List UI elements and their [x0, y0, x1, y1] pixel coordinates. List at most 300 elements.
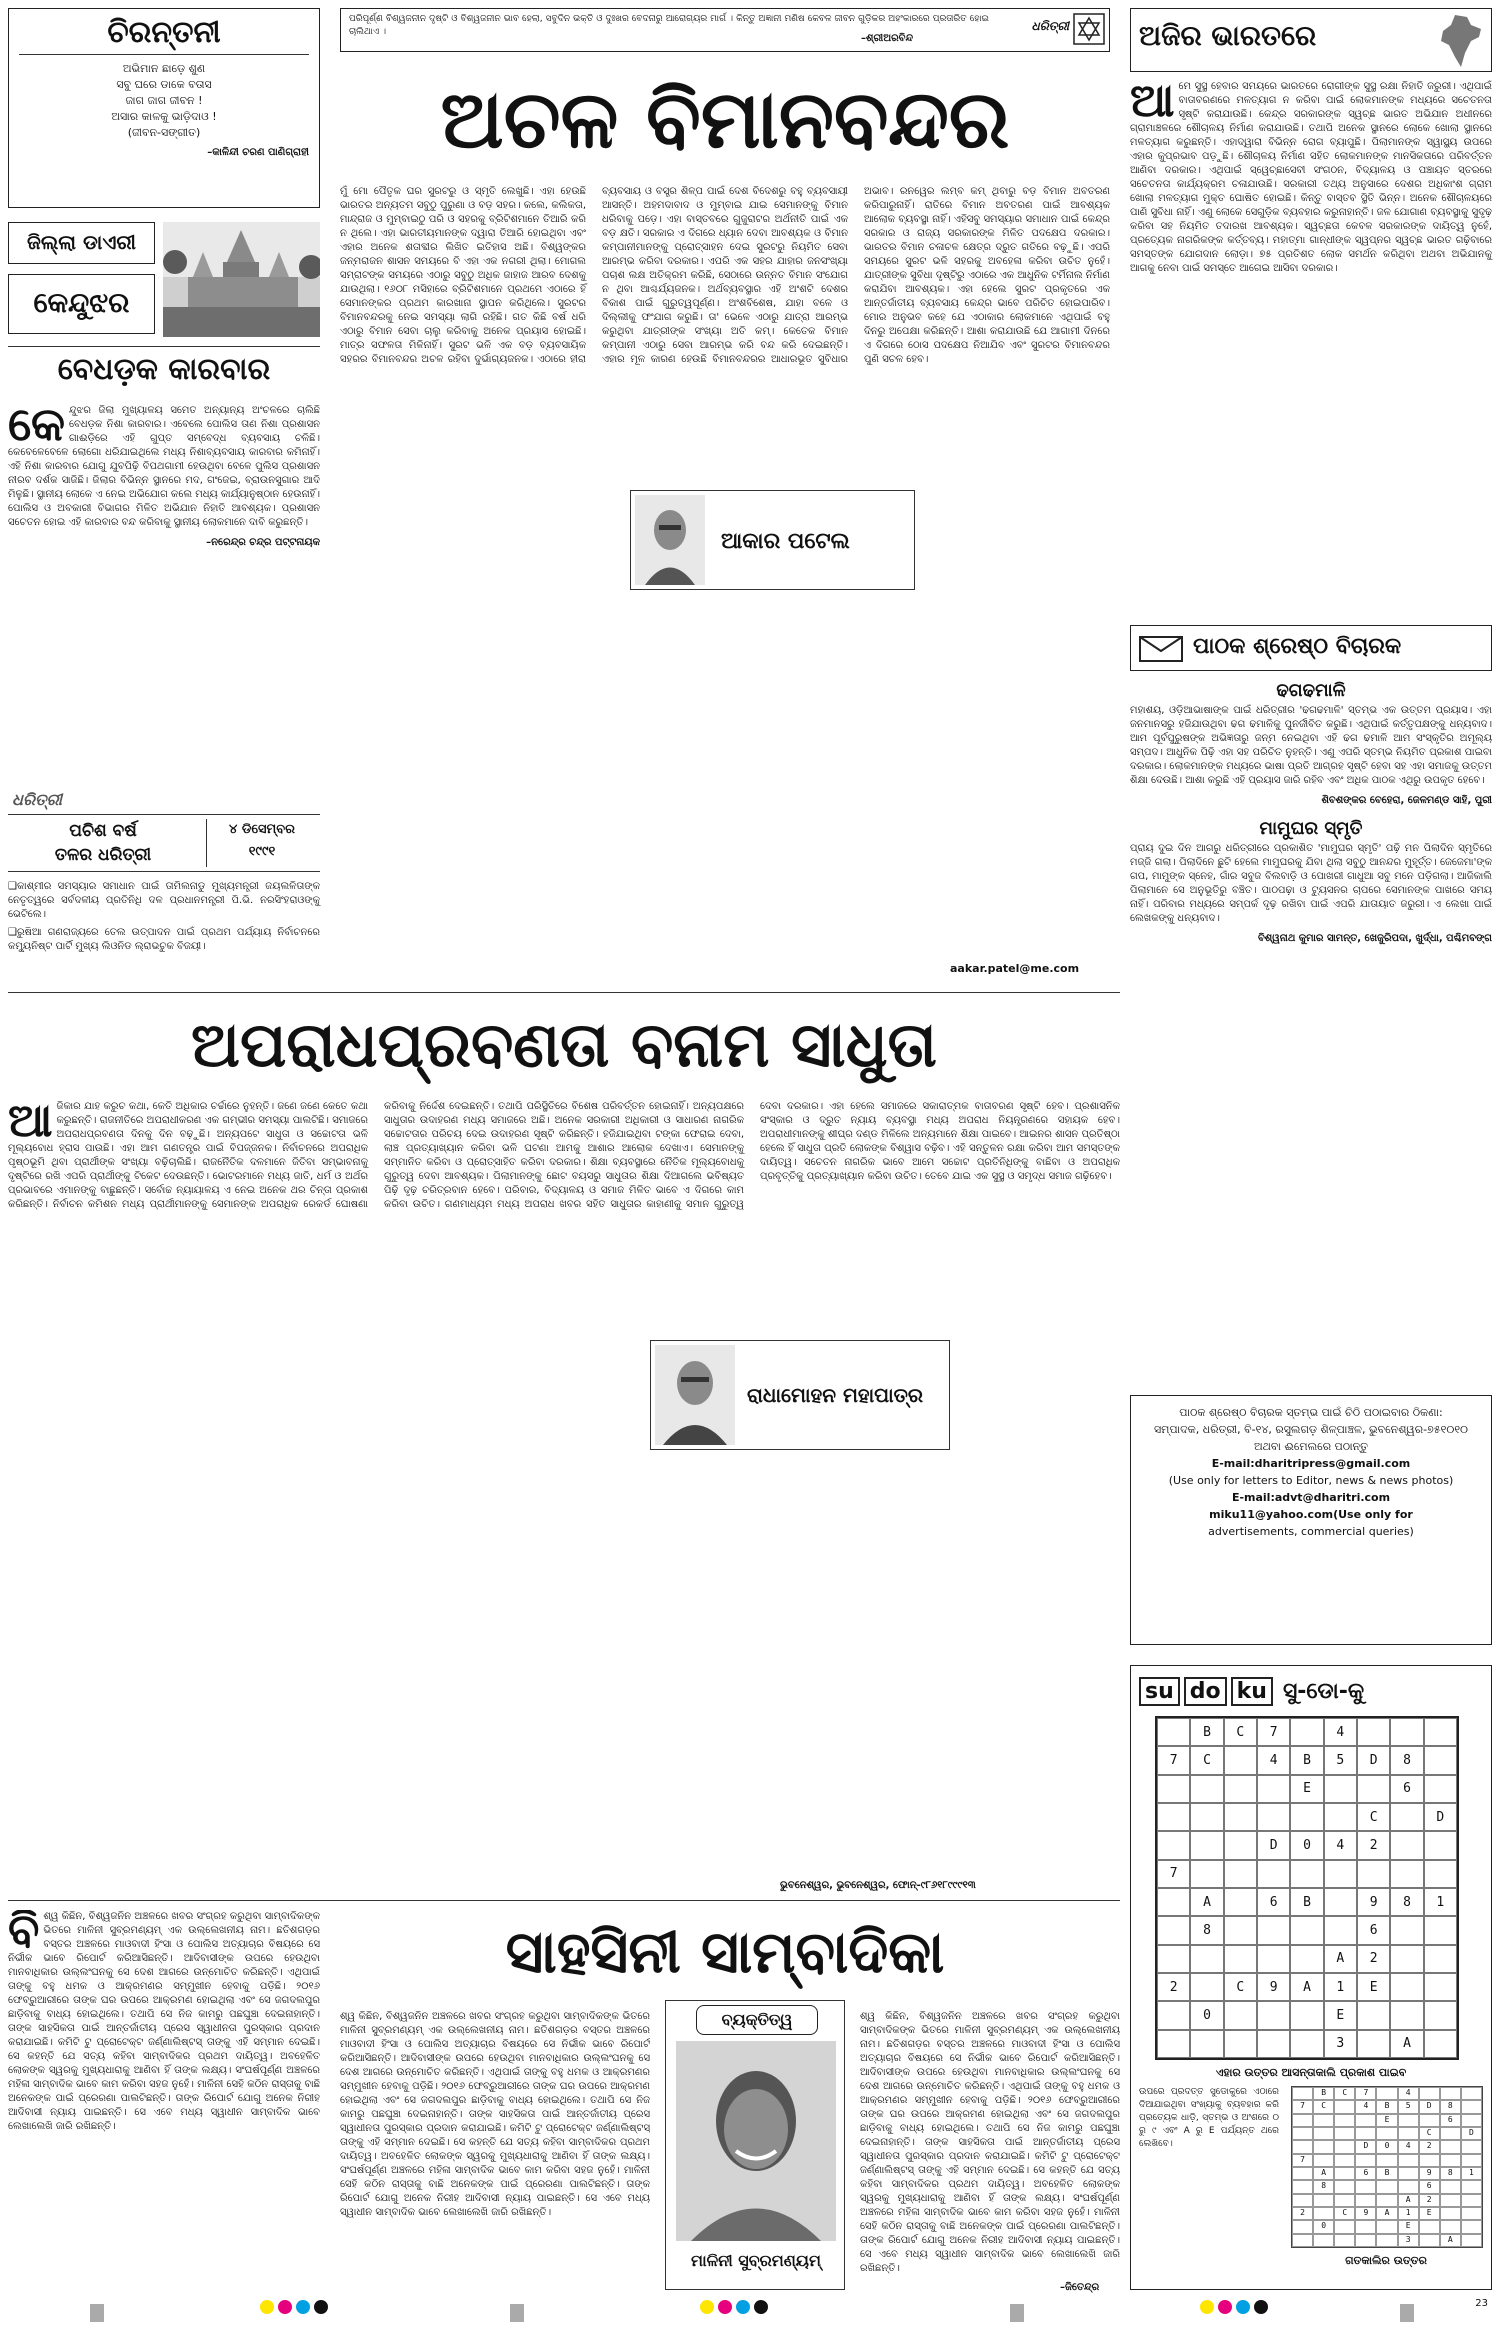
sudoku-cell[interactable]: 4 — [1257, 1746, 1290, 1774]
sudoku-cell[interactable] — [1290, 1945, 1323, 1973]
sahasini-headline: ସାହସିନୀ ସାମ୍ବାଦିକା — [505, 1918, 945, 1986]
apradh-author: ରାଧାମୋହନ ମହାପାତ୍ର — [747, 1383, 924, 1407]
sudoku-cell[interactable] — [1257, 1803, 1290, 1831]
sudoku-cell[interactable] — [1157, 1718, 1190, 1746]
print-mark — [1236, 2300, 1250, 2314]
answer-cell — [1355, 2220, 1376, 2233]
district-name-box — [8, 274, 155, 334]
answer-cell: A — [1440, 2234, 1461, 2247]
chirantani-poem: ଅଭିମାନ ଛାଡ଼େ ଶୁଣ ସବୁ ଘରେ ଡାକେ ବତାସ ଜାଗ ଜାଗ ଜୀବନ ! ଅସାର କାଳକୁ ଭାଡ଼ିଦାଓ ! (ଜୀବନ-ସଙ୍ଗୀତ) — [111, 62, 217, 139]
sahasini-tag: ବ୍ୟକ୍ତିତ୍ୱ — [696, 2005, 818, 2035]
sudoku-cell[interactable] — [1357, 2001, 1390, 2029]
sudoku-cell[interactable]: 9 — [1257, 1973, 1290, 2001]
sudoku-cell[interactable] — [1357, 1860, 1390, 1888]
sudoku-cell[interactable] — [1424, 1718, 1457, 1746]
temple-photo — [163, 222, 320, 337]
answer-cell: 6 — [1419, 2180, 1440, 2193]
letter2-title: ମାମୁଘର ସ୍ମୃତି — [1259, 818, 1363, 839]
sudoku-cell[interactable] — [1390, 1718, 1423, 1746]
contact-email-3[interactable]: miku11@yahoo.com(Use only for — [1209, 1508, 1413, 1521]
sudoku-cell[interactable] — [1190, 1831, 1223, 1859]
sudoku-cell[interactable]: 4 — [1324, 1718, 1357, 1746]
sudoku-cell[interactable] — [1424, 1916, 1457, 1944]
print-mark — [510, 2304, 524, 2322]
sudoku-cell[interactable]: 2 — [1357, 1831, 1390, 1859]
sudoku-cell[interactable]: 5 — [1324, 1746, 1357, 1774]
sudoku-cell[interactable] — [1157, 1916, 1190, 1944]
answer-cell — [1440, 2220, 1461, 2233]
answer-cell — [1419, 2220, 1440, 2233]
answer-cell — [1461, 2114, 1482, 2127]
sudoku-cell[interactable]: E — [1357, 1973, 1390, 2001]
answer-cell: 1 — [1398, 2207, 1419, 2220]
answer-cell — [1398, 2180, 1419, 2193]
ajira-dropcap: ଆ — [1130, 73, 1175, 127]
contact-box — [1130, 1395, 1492, 1645]
sudoku-cell[interactable]: 0 — [1190, 2001, 1223, 2029]
print-mark — [736, 2300, 750, 2314]
ajira-body-text: ମେ ସୁସ୍ଥ ହେବାର ସମୟରେ ଭାରତରେ ରୋଗୀଙ୍କ ସୁସ୍ଥ ରକ୍ଷା ନିହାତି ଜରୁରୀ। ଏଥିପାଇଁ ବାତାବରଣରେ ମଳତ୍ୟାଗ ନ କରିବା ପାଇଁ ଲୋକମାନଙ୍କ ମଧ୍ୟରେ ସଚେତନତା ସୃଷ୍ଟି କରାଯାଉଛି। କେନ୍ଦ୍ର ସରକାରଙ୍କ ସ୍ୱଚ୍ଛ ଭାରତ ଅଭିଯାନ ଅଧୀନରେ ଗ୍ରାମାଞ୍ଚଳରେ ଶୌଚାଳୟ ନିର୍ମାଣ କରାଯାଉଛି। ତଥାପି ଅନେକ ସ୍ଥାନରେ ଲୋକେ ଖୋଲା ସ୍ଥାନରେ ମଳତ୍ୟାଗ କରୁଛନ୍ତି। ଏହାଦ୍ୱାରା ବିଭିନ୍ନ ରୋଗ ବ୍ୟାପୁଛି। ପିଲାମାନଙ୍କ ସ୍ୱାସ୍ଥ୍ୟ ଉପରେ ଏହାର କୁପ୍ରଭାବ ପଡ଼ୁଛି। ଶୌଚାଳୟ ନିର୍ମାଣ ସହିତ ଲୋକମାନଙ୍କ ମାନସିକତାରେ ପରିବର୍ତ୍ତନ ଆଣିବା ଦରକାର। ଏଥିପାଇଁ ସ୍ୱେଚ୍ଛାସେବୀ ସଂଗଠନ, ବିଦ୍ୟାଳୟ ଓ ପଞ୍ଚାୟତ ସ୍ତରରେ ସଚେତନତା କାର୍ଯ୍ୟକ୍ରମ ଚଳାଯାଉଛି। ସରକାରୀ ତଥ୍ୟ ଅନୁସାରେ ଦେଶର ଅଧିକାଂଶ ଗ୍ରାମ ଖୋଲା ମଳତ୍ୟାଗ ମୁକ୍ତ ଘୋଷିତ ହୋଇଛି। କିନ୍ତୁ ବାସ୍ତବ ସ୍ଥିତି ଭିନ୍ନ। ଅନେକ ଶୌଚାଳୟରେ ପାଣି ସୁବିଧା ନାହିଁ। ଏଣୁ ଲୋକେ ସେଗୁଡ଼ିକ ବ୍ୟବହାର କରୁନାହାନ୍ତି। ଜଳ ଯୋଗାଣ ବ୍ୟବସ୍ଥାକୁ ସୁଦୃଢ଼ କରିବା ସହ ନିୟମିତ ତଦାରଖ ଆବଶ୍ୟକ। ସ୍ୱଚ୍ଛତା କେବଳ ସରକାରଙ୍କ ଦାୟିତ୍ୱ ନୁହେଁ, ପ୍ରତ୍ୟେକ ନାଗରିକଙ୍କ କର୍ତ୍ତବ୍ୟ। ମହାତ୍ମା ଗାନ୍ଧୀଙ୍କ ସ୍ୱପ୍ନର ସ୍ୱଚ୍ଛ ଭାରତ ଗଢ଼ିବାରେ ସମସ୍ତଙ୍କ ଯୋଗଦାନ ଲୋଡ଼ା। ୭୫ ପ୍ରତିଶତ ଲୋକ ସମର୍ଥନ କରିଥିବା ଅଥବା ଅଭିଯାନକୁ ଆଗକୁ ନେବା ପାଇଁ ସମସ୍ତେ ଆଗେଇ ଆସିବା ଦରକାର। — [1130, 81, 1492, 274]
answer-cell — [1355, 2154, 1376, 2167]
sahasini-photo-box — [665, 2000, 845, 2290]
sudoku-cell[interactable] — [1224, 1831, 1257, 1859]
district-name: କେନ୍ଦୁଝର — [33, 286, 130, 319]
answer-cell — [1313, 2154, 1334, 2167]
answer-cell — [1376, 2127, 1397, 2140]
sudoku-title-su: su — [1139, 1677, 1180, 1706]
answer-cell — [1313, 2207, 1334, 2220]
answer-cell: 6 — [1440, 2114, 1461, 2127]
sudoku-cell[interactable] — [1390, 2001, 1423, 2029]
sudoku-cell[interactable] — [1390, 1860, 1423, 1888]
print-mark — [260, 2300, 274, 2314]
quote-brand: ଧରିତ୍ରୀ — [1031, 19, 1069, 33]
sudoku-cell[interactable] — [1224, 1803, 1257, 1831]
answer-cell — [1461, 2154, 1482, 2167]
sudoku-cell[interactable] — [1324, 1916, 1357, 1944]
contact-address: ସମ୍ପାଦକ, ଧରିତ୍ରୀ, ବି-୧୪, ରସୁଲଗଡ଼ ଶିଳ୍ପାଞ୍ଚଳ, ଭୁବନେଶ୍ୱର-୭୫୧୦୧୦ — [1153, 1423, 1469, 1436]
journalist-photo — [676, 2041, 836, 2241]
sudoku-cell[interactable] — [1157, 2030, 1190, 2058]
print-mark — [1254, 2300, 1268, 2314]
answer-cell: B — [1313, 2087, 1334, 2100]
pachisa-item: ❑ରୁଷିଆ ଗଣରାଜ୍ୟରେ ତେଲ ଉତ୍ପାଦନ ପାଇଁ ପ୍ରଥମ ପର୍ଯ୍ୟାୟ ନିର୍ବାଚନରେ କମ୍ୟୁନିଷ୍ଟ ପାର୍ଟି ମୁଖ୍ୟ ଲିଓନିଡ ଲ୍ରାଭଚୁକ ବିଜୟୀ। — [8, 927, 320, 952]
answer-cell — [1334, 2114, 1355, 2127]
sudoku-cell[interactable]: 2 — [1357, 1945, 1390, 1973]
sudoku-cell[interactable]: D — [1357, 1746, 1390, 1774]
sudoku-cell[interactable] — [1190, 1860, 1223, 1888]
print-mark — [754, 2300, 768, 2314]
apradh-dropcap: ଆ — [8, 1093, 53, 1147]
sudoku-cell[interactable] — [1290, 1718, 1323, 1746]
chirantani-author: –କାଳିନ୍ଦୀ ଚରଣ ପାଣିଗ୍ରାହୀ — [207, 147, 309, 158]
sudoku-cell[interactable]: 0 — [1290, 1831, 1323, 1859]
sudoku-cell[interactable] — [1224, 1945, 1257, 1973]
apradh-headline: ଅପରାଧପ୍ରବଣତା ବନାମ ସାଧୁତା — [191, 1008, 937, 1081]
pachisa-date-1: ୪ ଡିସେମ୍ବର — [229, 822, 295, 837]
answer-cell: 1 — [1461, 2167, 1482, 2180]
sahasini-dropcap: ବି — [8, 1910, 40, 1957]
letter2-body: ପ୍ରାୟ ଦୁଇ ଦିନ ଆଗରୁ ଧରିତ୍ରୀରେ ପ୍ରକାଶିତ 'ମାମୁଘର ସ୍ମୃତି' ପଢ଼ି ମନ ପିଲାଦିନ ସ୍ମୃତିରେ ମଜ୍ଜି ଗଲା। ପିଲାଦିନେ ଛୁଟି ହେଲେ ମାମୁଘରକୁ ଯିବା ଥିଲା ସବୁଠୁ ଆନନ୍ଦର ମୁହୂର୍ତ୍ତ। ଜେଜେମା'ଙ୍କ ଗପ, ମାମୁଙ୍କ ସ୍ନେହ, ଗାଁର ସବୁଜ ବିଲବାଡ଼ି ଓ ପୋଖରୀ ଗାଧୁଆ ସବୁ ମନେ ପଡ଼ିଗଲା। ଆଜିକାଲି ପିଲାମାନେ ସେ ଅନୁଭୂତିରୁ ବଞ୍ଚିତ। ପାଠପଢ଼ା ଓ ଟ୍ୟୁସନର ଚାପରେ ସେମାନଙ୍କ ପାଖରେ ସମୟ ନାହିଁ। ପରିବାର ମଧ୍ୟରେ ସମ୍ପର୍କ ଦୃଢ଼ ରଖିବା ପାଇଁ ଏପରି ଯାତାୟାତ ଜରୁରୀ। ଏ ଲେଖା ପାଇଁ ଲେଖକଙ୍କୁ ଧନ୍ୟବାଦ। — [1130, 843, 1492, 924]
sahasini-body-continued: ଶ୍ୱ କିଛିନ, ବିଶ୍ୱଜନିନ ଅଞ୍ଚଳରେ ଖବର ସଂଗ୍ରହ କରୁଥିବା ସାମ୍ବାଦିକଙ୍କ ଭିତରେ ମାଳିନୀ ସୁବ୍ରମଣ୍ୟମ୍ ଏକ ଉଲ୍ଲେଖନୀୟ ନାମ। ଛତିଶଗଡ଼ର ବସ୍ତର ଅଞ୍ଚଳରେ ମାଓବାଦୀ ହିଂସା ଓ ପୋଲିସ ଅତ୍ୟାଚାର ବିଷୟରେ ସେ ନିର୍ଭୀକ ଭାବେ ରିପୋର୍ଟ କରିଆସିଛନ୍ତି। ଆଦିବାସୀଙ୍କ ଉପରେ ହେଉଥିବା ମାନବାଧିକାର ଉଲ୍ଲଂଘନକୁ ସେ ଦେଶ ଆଗରେ ଉନ୍ମୋଚିତ କରିଛନ୍ତି। ଏଥିପାଇଁ ତାଙ୍କୁ ବହୁ ଧମକ ଓ ଆକ୍ରମଣର ସମ୍ମୁଖୀନ ହେବାକୁ ପଡ଼ିଛି। ୨୦୧୬ ଫେବ୍ରୁଆରୀରେ ତାଙ୍କ ଘର ଉପରେ ଆକ୍ରମଣ ହୋଇଥିଲା ଏବଂ ସେ ଜଗଦଲପୁର ଛାଡ଼ିବାକୁ ବାଧ୍ୟ ହୋଇଥିଲେ। ତଥାପି ସେ ନିଜ କାମରୁ ପଛଘୁଞ୍ଚା ଦେଇନାହାନ୍ତି। ତାଙ୍କ ସାହସିକତା ପାଇଁ ଆନ୍ତର୍ଜାତୀୟ ପ୍ରେସ ସ୍ୱାଧୀନତା ପୁରସ୍କାର ପ୍ରଦାନ କରାଯାଇଛି। କମିଟି ଟୁ ପ୍ରୋଟେକ୍ଟ ଜର୍ଣ୍ଣାଲିଷ୍ଟସ୍ ତାଙ୍କୁ ଏହି ସମ୍ମାନ ଦେଇଛି। ସେ କହନ୍ତି ଯେ ସତ୍ୟ କହିବା ସାମ୍ବାଦିକର ପ୍ରଥମ ଦାୟିତ୍ୱ। ଅବହେଳିତ ଲୋକଙ୍କ ସ୍ୱରକୁ ମୁଖ୍ୟଧାରାକୁ ଆଣିବା ହିଁ ତାଙ୍କ ଲକ୍ଷ୍ୟ। ସଂଘର୍ଷପୂର୍ଣ୍ଣ ଅଞ୍ଚଳରେ ମହିଳା ସାମ୍ବାଦିକ ଭାବେ କାମ କରିବା ସହଜ ନୁହେଁ। ମାଳିନୀ ସେହି କଠିନ ରାସ୍ତାକୁ ବାଛି ଅନେକଙ୍କ ପାଇଁ ପ୍ରେରଣା ପାଲଟିଛନ୍ତି। ତାଙ୍କ ରିପୋର୍ଟ ଯୋଗୁ ଅନେକ ନିରୀହ ଆଦିବାସୀ ନ୍ୟାୟ ପାଇଛନ୍ତି। ସେ ଏବେ ମଧ୍ୟ ସ୍ୱାଧୀନ ସାମ୍ବାଦିକ ଭାବେ ଲେଖାଲେଖି ଜାରି ରଖିଛନ୍ତି। — [860, 2011, 1120, 2274]
sudoku-cell[interactable] — [1324, 1888, 1357, 1916]
sudoku-cell[interactable] — [1424, 2030, 1457, 2058]
answer-cell — [1419, 2154, 1440, 2167]
sudoku-cell[interactable] — [1157, 1803, 1190, 1831]
answer-cell — [1334, 2220, 1355, 2233]
print-mark — [1218, 2300, 1232, 2314]
print-mark — [278, 2300, 292, 2314]
answer-cell — [1440, 2140, 1461, 2153]
sudoku-cell[interactable]: 9 — [1357, 1888, 1390, 1916]
sudoku-cell[interactable]: B — [1290, 1888, 1323, 1916]
sudoku-box — [1130, 1665, 1492, 2290]
sudoku-cell[interactable] — [1290, 2030, 1323, 2058]
answer-cell — [1334, 2234, 1355, 2247]
envelope-icon — [1139, 636, 1183, 662]
answer-cell — [1376, 2194, 1397, 2207]
answer-cell: C — [1334, 2087, 1355, 2100]
answer-cell — [1440, 2127, 1461, 2140]
sudoku-cell[interactable] — [1357, 1718, 1390, 1746]
sudoku-cell[interactable] — [1424, 1973, 1457, 2001]
pachisa-date-2: ୧୯୯୧ — [248, 844, 276, 859]
answer-cell — [1355, 2127, 1376, 2140]
sudoku-cell[interactable] — [1157, 1945, 1190, 1973]
answer-cell: E — [1398, 2220, 1419, 2233]
answer-cell: A — [1376, 2207, 1397, 2220]
sudoku-cell[interactable]: 8 — [1390, 1888, 1423, 1916]
sahasini-author: –ଜିତେନ୍ଦ୍ର — [1060, 2282, 1100, 2293]
sudoku-cell[interactable]: A — [1290, 1973, 1323, 2001]
answer-cell: 4 — [1355, 2100, 1376, 2113]
sudoku-cell[interactable]: C — [1190, 1746, 1223, 1774]
sahasini-text-col2 — [340, 2010, 650, 2290]
sudoku-cell[interactable] — [1257, 1945, 1290, 1973]
answer-cell — [1461, 2220, 1482, 2233]
letters-body — [1130, 680, 1492, 1380]
answer-cell — [1376, 2220, 1397, 2233]
sudoku-cell[interactable] — [1257, 2030, 1290, 2058]
answer-cell — [1334, 2194, 1355, 2207]
answer-cell — [1334, 2100, 1355, 2113]
sahasini-name: ମାଳିନୀ ସୁବ୍ରମଣ୍ୟମ୍ — [691, 2251, 821, 2270]
answer-cell: 8 — [1313, 2180, 1334, 2193]
sudoku-cell[interactable] — [1424, 1860, 1457, 1888]
sudoku-cell[interactable] — [1257, 1775, 1290, 1803]
sudoku-cell[interactable] — [1157, 1775, 1190, 1803]
letter1-author: ଶିବଶଙ୍କର ବେହେରା, ଜେଳମଣ୍ଡ ସାହି, ପୁରୀ — [1321, 795, 1492, 806]
answer-cell — [1398, 2154, 1419, 2167]
apradh-body — [8, 1093, 1120, 1870]
answer-cell — [1440, 2180, 1461, 2193]
letter1-title: ଢଗଢମାଳି — [1276, 680, 1346, 701]
print-mark — [1200, 2300, 1214, 2314]
print-mark — [314, 2300, 328, 2314]
answer-cell — [1461, 2207, 1482, 2220]
ajira-body — [1130, 73, 1492, 610]
answer-cell: C — [1334, 2207, 1355, 2220]
answer-cell — [1292, 2167, 1313, 2180]
sudoku-cell[interactable]: C — [1224, 1973, 1257, 2001]
sudoku-cell[interactable] — [1390, 1916, 1423, 1944]
jilla-label-box — [8, 222, 155, 264]
print-mark — [1400, 2304, 1414, 2322]
jilla-body-text: ନ୍ଦୁଝର ଜିଲା ମୁଖ୍ୟାଳୟ ସମେତ ଅନ୍ୟାନ୍ୟ ଅଂଚଳରେ ଚାଲିଛି ବେଧଡ଼କ ନିଶା କାରବାର। ଏବେଲେ ପୋଲିସ ତାଣ ନିଶା ପ୍ରଶାସନ ଗାଈଡ଼ିରେ ଏହି ଗୁପ୍ତ ସମ୍ବେଦ୍ଧ ବ୍ୟବସାୟ ଚଳିଛି। କେବେଳେବେଳେ ଲୋଗୋ ଧରିଯାଇଥିଲେ ମଧ୍ୟ ନିଶାବ୍ୟବସାୟ କାରବାର କମିନାହିଁ। ଏହି ନିଶା କାରବାର ଯୋଗୁ ଯୁବପିଢ଼ି ବିପଥଗାମୀ ହେଉଥିବା ବେଳେ ପୁଲିସ ପ୍ରଶାସନ ନୀରବ ଦର୍ଶକ ସାଜିଛି। ଜିଲାର ବିଭିନ୍ନ ସ୍ଥାନରେ ମଦ, ଗଂଜେଇ, ବ୍ରାଉନସୁଗାର ଆଦି ମିଳୁଛି। ସ୍ଥାନୀୟ ଲୋକେ ଏ ନେଇ ଅଭିଯୋଗ କଲେ ମଧ୍ୟ କାର୍ଯ୍ୟାନୁଷ୍ଠାନ ହେଉନାହିଁ। ପୋଲିସ ଓ ଅବକାରୀ ବିଭାଗର ମିଳିତ ଅଭିଯାନ ନିହାତି ଆବଶ୍ୟକ। ପ୍ରଶାସନ ସଚେତନ ହୋଇ ଏହି କାରବାର ବନ୍ଦ କରିବାକୁ ସ୍ଥାନୀୟ ଲୋକମାନେ ଦାବି କରୁଛନ୍ତି। — [8, 405, 320, 528]
answer-cell: 0 — [1313, 2220, 1334, 2233]
answer-cell — [1461, 2180, 1482, 2193]
answer-cell — [1355, 2194, 1376, 2207]
sudoku-cell[interactable] — [1224, 2030, 1257, 2058]
print-mark — [700, 2300, 714, 2314]
sahasini-text — [8, 1910, 320, 2290]
sudoku-cell[interactable]: 4 — [1324, 1831, 1357, 1859]
answer-cell — [1355, 2114, 1376, 2127]
answer-cell — [1334, 2180, 1355, 2193]
answer-cell: A — [1398, 2194, 1419, 2207]
answer-cell — [1398, 2127, 1419, 2140]
answer-cell: D — [1419, 2100, 1440, 2113]
sudoku-cell[interactable] — [1157, 1888, 1190, 1916]
apradh-address: ଭୁବନେଶ୍ୱର, ଭୁବନେଶ୍ୱର, ଫୋନ୍-୯୮୬୧୮୯୯୯୧୩ — [780, 1880, 976, 1891]
author-portrait — [655, 1345, 735, 1445]
sudoku-rules: ଉପରେ ପ୍ରଦତ୍ତ ସୁଡୋକୁରେ ଏଠାରେ ଦିଆଯାଇଥିବା ସଂଖ୍ୟାକୁ ବ୍ୟବହାର କରି ପ୍ରତ୍ୟେକ ଧାଡ଼ି, ସ୍ତମ୍ଭ ଓ ଅଂଶରେ ୦ ରୁ ୯ ଏବଂ A ରୁ E ପର୍ଯ୍ୟନ୍ତ ଥରେ ଲେଖିବେ। — [1139, 2087, 1279, 2149]
answer-cell: D — [1355, 2140, 1376, 2153]
sudoku-cell[interactable] — [1290, 1860, 1323, 1888]
answer-cell — [1461, 2100, 1482, 2113]
sudoku-cell[interactable] — [1224, 1916, 1257, 1944]
answer-cell — [1440, 2207, 1461, 2220]
answer-cell — [1334, 2154, 1355, 2167]
sudoku-cell[interactable]: B — [1190, 1718, 1223, 1746]
answer-cell: E — [1376, 2114, 1397, 2127]
answer-cell: E — [1419, 2207, 1440, 2220]
sudoku-cell[interactable]: A — [1190, 1888, 1223, 1916]
answer-cell — [1419, 2114, 1440, 2127]
answer-cell: 8 — [1440, 2100, 1461, 2113]
answer-cell: 5 — [1398, 2100, 1419, 2113]
answer-cell: 8 — [1440, 2167, 1461, 2180]
answer-cell: 4 — [1398, 2140, 1419, 2153]
main-headline: ଅଚଳ ବିମାନବନ୍ଦର — [440, 73, 1010, 166]
answer-cell — [1313, 2194, 1334, 2207]
sudoku-cell[interactable]: C — [1224, 1718, 1257, 1746]
sudoku-cell[interactable] — [1257, 2001, 1290, 2029]
quote-box — [340, 8, 1110, 52]
letters-header — [1130, 625, 1492, 671]
sudoku-cell[interactable] — [1424, 1746, 1457, 1774]
sudoku-cell[interactable] — [1190, 1803, 1223, 1831]
print-mark — [1010, 2304, 1024, 2322]
sudoku-cell[interactable] — [1390, 1945, 1423, 1973]
chirantani-box — [8, 8, 320, 208]
sudoku-cell[interactable] — [1324, 1860, 1357, 1888]
answer-cell — [1376, 2087, 1397, 2100]
contact-email-label: ଅଥବା ଈମେଲରେ ପଠାନ୍ତୁ — [1253, 1440, 1369, 1453]
answer-cell — [1313, 2127, 1334, 2140]
answer-cell — [1292, 2220, 1313, 2233]
ajira-logo: ଅଜିର ଭାରତରେ — [1139, 19, 1317, 52]
answer-cell — [1292, 2087, 1313, 2100]
sudoku-cell[interactable] — [1424, 1831, 1457, 1859]
answer-cell — [1292, 2194, 1313, 2207]
pachisa-title-1: ପଚିଶ ବର୍ଷ — [69, 821, 137, 841]
answer-cell — [1334, 2140, 1355, 2153]
sudoku-cell[interactable] — [1224, 1888, 1257, 1916]
contact-email-1[interactable]: E-mail:dharitripress@gmail.com — [1211, 1457, 1411, 1470]
sudoku-cell[interactable] — [1324, 1803, 1357, 1831]
india-map-icon — [1435, 13, 1485, 69]
sudoku-cell[interactable] — [1190, 1775, 1223, 1803]
sudoku-cell[interactable] — [1157, 2001, 1190, 2029]
sudoku-cell[interactable]: 6 — [1257, 1888, 1290, 1916]
sudoku-cell[interactable]: E — [1290, 1775, 1323, 1803]
answer-cell — [1440, 2194, 1461, 2207]
sudoku-cell[interactable] — [1290, 1916, 1323, 1944]
answer-cell: B — [1376, 2100, 1397, 2113]
sudoku-cell[interactable]: 7 — [1157, 1860, 1190, 1888]
sudoku-cell[interactable]: D — [1257, 1831, 1290, 1859]
answer-cell — [1292, 2127, 1313, 2140]
answer-cell: 4 — [1398, 2087, 1419, 2100]
sudoku-cell[interactable] — [1324, 1775, 1357, 1803]
main-body: ମୁଁ ମୋ ପୈତୃକ ଘର ସୁରଟରୁ ଓ ସ୍ମୃତି ଲେଖୁଛି। ଏହା ହେଉଛି ଭାରତର ଅନ୍ୟତମ ସବୁଠୁ ପୁରୁଣା ଓ ବଡ଼ ସହର। କଲେ, କଲିକତା, ମାନ୍ଦ୍ରାଜ ଓ ମୁମ୍ବାଇଠୁ ପରି ଓ ସହରକୁ ବ୍ରିଟିଶମାନେ ତିଆରି କରି ନ ଥିଲେ। ଏହା ଭାରତୀୟମାନଙ୍କ ଦ୍ୱାରା ତିଆରି ହୋଇଥିବା ଏବଂ ଏହାର ଅନେକ ଶତାବ୍ଦୀର ଲିଖିତ ଇତିହାସ ଅଛି। ବିଶ୍ୱଙ୍କର ଜନ୍ମରାଜନ ଶାସନ ସମୟରେ ବି ଏହା ଏକ ନଗରୀ ଥିଲା। ମୋଗଲ ସମ୍ରାଟଙ୍କ ସମୟରେ ଏଠାରୁ ସବୁଠୁ ଅଧିକ ଜାହାଜ ଆରବ ଦେଶକୁ ଯାଉଥିଲା। ୧୬୦୮ ମସିହାରେ ବ୍ରିଟିଶମାନେ ପ୍ରଥମେ ଏଠାରେ ହିଁ ସେମାନଙ୍କର ପ୍ରଥମ କାରଖାନା ସ୍ଥାପନ କରିଥିଲେ। ସୁରଟର ବିମାନବନ୍ଦରକୁ ନେଇ ସମସ୍ୟା ଲାଗି ରହିଛି। ଗତ କିଛି ବର୍ଷ ଧରି ଏଠାରୁ ବିମାନ ସେବା ଚାଲୁ କରିବାକୁ ଅନେକ ପ୍ରୟାସ ହୋଇଛି। ମାତ୍ର ସଫଳତା ମିଳିନାହିଁ। ସୁରଟ ଭଳି ଏକ ବଡ଼ ବ୍ୟବସାୟିକ ସହରର ବିମାନବନ୍ଦର ଅଚଳ ରହିବା ଦୁର୍ଭାଗ୍ୟଜନକ। ଏଠାରେ ହୀରା ବ୍ୟବସାୟ ଓ ବସ୍ତ୍ର ଶିଳ୍ପ ପାଇଁ ଦେଶ ବିଦେଶରୁ ବହୁ ବ୍ୟବସାୟୀ ଆସନ୍ତି। ଅହମଦାବାଦ ଓ ମୁମ୍ବାଇ ଯାଇ ସେମାନଙ୍କୁ ବିମାନ ଧରିବାକୁ ପଡ଼େ। ଏହା ବାସ୍ତବରେ ଗୁଜୁରାଟର ଅର୍ଥନୀତି ପାଇଁ ଏକ ବଡ଼ କ୍ଷତି। ସରକାର ଏ ଦିଗରେ ଧ୍ୟାନ ଦେବା ଆବଶ୍ୟକ ଓ ବିମାନ କମ୍ପାନୀମାନଙ୍କୁ ପ୍ରୋତ୍ସାହନ ଦେଇ ସୁରଟରୁ ନିୟମିତ ସେବା ଆରମ୍ଭ କରିବା ଦରକାର। ଏପରି ଏକ ସହର ଯାହାର ଜନସଂଖ୍ୟା ପଚାଶ ଲକ୍ଷ ଅତିକ୍ରମ କରିଛି, ସେଠାରେ ଉନ୍ନତ ବିମାନ ସଂଯୋଗ ନ ଥିବା ଆଶ୍ଚର୍ଯ୍ୟଜନକ। ଅର୍ଥବ୍ୟବସ୍ଥାର ଏହି ଅଂଶଟି ଦେଶର ବିକାଶ ପାଇଁ ଗୁରୁତ୍ୱପୂର୍ଣ୍ଣ। ଅଂଶବିଶେଷ, ଯାହା ବଳେ ଓ ଦିଲ୍ଲୀକୁ ଫଂଯାଗ କରୁଛି। ତା' ଭେଳେ ଏଠାରୁ ଯାତ୍ରା ଆରମ୍ଭ କରୁଥିବା ଯାତ୍ରୀଙ୍କ ସଂଖ୍ୟା ଅତି କମ୍। କେତେକ ବିମାନ କମ୍ପାନୀ ଏଠାରୁ ସେବା ଆରମ୍ଭ କରି ବନ୍ଦ କରି ଦେଇଛନ୍ତି। ଏହାର ମୂଳ କାରଣ ହେଉଛି ବିମାନବନ୍ଦରର ଆଧାରଭୂତ ସୁବିଧାର ଅଭାବ। ରନୱେର ଲମ୍ବ କମ୍ ଥିବାରୁ ବଡ଼ ବିମାନ ଅବତରଣ କରିପାରୁନାହିଁ। ରାତିରେ ବିମାନ ଅବତରଣ ପାଇଁ ଆବଶ୍ୟକ ଆଲୋକ ବ୍ୟବସ୍ଥା ନାହିଁ। ଏହିସବୁ ସମସ୍ୟାର ସମାଧାନ ପାଇଁ କେନ୍ଦ୍ର ସରକାର ଓ ରାଜ୍ୟ ସରକାରଙ୍କ ମିଳିତ ପଦକ୍ଷେପ ଦରକାର। ଭାରତର ବିମାନ ଚଳାଚଳ କ୍ଷେତ୍ର ଦ୍ରୁତ ଗତିରେ ବଢ଼ୁଛି। ଏପରି ସମୟରେ ସୁରଟ ଭଳି ସହରକୁ ଅବହେଳା କରିବା ଉଚିତ ନୁହେଁ। ଯାତ୍ରୀଙ୍କ ସୁବିଧା ଦୃଷ୍ଟିରୁ ଏଠାରେ ଏକ ଆଧୁନିକ ଟର୍ମିନାଲ ନିର୍ମାଣ କରାଯିବା ଆବଶ୍ୟକ। ଏହା ହେଲେ ସୁରଟ ପ୍ରକୃତରେ ଏକ ଆନ୍ତର୍ଜାତୀୟ ବ୍ୟବସାୟ କେନ୍ଦ୍ର ଭାବେ ପରିଚିତ ହୋଇପାରିବ। ମୋର ଅନୁଭବ କହେ ଯେ ଏଠାକାର ଲୋକମାନେ ଏଥିପାଇଁ ବହୁ ଦିନରୁ ଅପେକ୍ଷା କରିଛନ୍ତି। ଆଶା କରାଯାଉଛି ଯେ ଆଗାମୀ ଦିନରେ ଏ ଦିଗରେ ଠୋସ ପଦକ୍ଷେପ ନିଆଯିବ ଏବଂ ସୁରଟର ବିମାନବନ୍ଦର ପୁଣି ସଚଳ ହେବ। — [340, 186, 1110, 365]
jilla-headline: ବେଧଡ଼କ କାରବାର — [57, 352, 271, 387]
answer-cell — [1398, 2167, 1419, 2180]
answer-cell: 2 — [1419, 2194, 1440, 2207]
pachisa-item: ❑କାଶ୍ମୀର ସମସ୍ୟାର ସମାଧାନ ପାଇଁ ତାମିଲନାଡୁ ମୁଖ୍ୟମନ୍ତ୍ରୀ ଜୟଲଳିତାଙ୍କ ନେତୃତ୍ୱରେ ସର୍ବଦଳୀୟ ପ୍ରତିନିଧି ଦଳ ପ୍ରଧାନମନ୍ତ୍ରୀ ପି.ଭି. ନରସିଂହରାଓଙ୍କୁ ଭେଟିଲେ। — [8, 881, 320, 920]
sudoku-cell[interactable]: 2 — [1157, 1973, 1190, 2001]
sudoku-cell[interactable]: 6 — [1357, 1916, 1390, 1944]
sudoku-cell[interactable]: C — [1357, 1803, 1390, 1831]
pachisa-title-2: ତଳର ଧରିତ୍ରୀ — [54, 845, 152, 865]
sudoku-cell[interactable] — [1424, 1775, 1457, 1803]
sudoku-cell[interactable]: 7 — [1257, 1718, 1290, 1746]
sudoku-cell[interactable] — [1390, 1831, 1423, 1859]
sudoku-cell[interactable] — [1257, 1860, 1290, 1888]
answer-cell — [1292, 2234, 1313, 2247]
sudoku-cell[interactable] — [1224, 1775, 1257, 1803]
answer-cell — [1461, 2087, 1482, 2100]
sudoku-cell[interactable] — [1390, 1973, 1423, 2001]
answer-cell: 6 — [1355, 2167, 1376, 2180]
answer-cell — [1398, 2114, 1419, 2127]
answer-cell — [1461, 2140, 1482, 2153]
answer-cell: C — [1419, 2127, 1440, 2140]
pachisa-items — [8, 880, 320, 954]
answer-cell: 7 — [1355, 2087, 1376, 2100]
sudoku-title-odia: ସୁ-ଡୋ-କୁ — [1282, 1678, 1365, 1704]
sudoku-cell[interactable] — [1257, 1916, 1290, 1944]
answer-cell: 2 — [1292, 2207, 1313, 2220]
print-mark — [296, 2300, 310, 2314]
sudoku-grid[interactable] — [1155, 1716, 1459, 2060]
answer-cell — [1355, 2234, 1376, 2247]
print-mark — [90, 2304, 104, 2322]
sudoku-cell[interactable]: 8 — [1390, 1746, 1423, 1774]
sudoku-cell[interactable] — [1424, 2001, 1457, 2029]
sudoku-cell[interactable]: 1 — [1324, 1973, 1357, 2001]
answer-cell: 0 — [1376, 2140, 1397, 2153]
sudoku-cell[interactable]: A — [1390, 2030, 1423, 2058]
sudoku-cell[interactable]: A — [1324, 1945, 1357, 1973]
answer-cell — [1376, 2154, 1397, 2167]
answer-cell — [1292, 2180, 1313, 2193]
sudoku-cell[interactable]: 6 — [1390, 1775, 1423, 1803]
answer-cell — [1419, 2234, 1440, 2247]
sudoku-cell[interactable] — [1357, 1775, 1390, 1803]
answer-cell — [1313, 2114, 1334, 2127]
sudoku-answer-grid — [1291, 2086, 1483, 2248]
jilla-diary — [8, 222, 320, 782]
sudoku-title-do: do — [1184, 1677, 1227, 1706]
answer-cell: 9 — [1419, 2167, 1440, 2180]
star-emblem-icon — [1073, 13, 1105, 45]
answer-cell — [1334, 2167, 1355, 2180]
author-portrait — [635, 495, 705, 585]
sudoku-cell[interactable] — [1190, 1973, 1223, 2001]
letter2-author: ବିଶ୍ୱନାଥ କୁମାର ସାମନ୍ତ, ଖେଜୁରିପଦା, ଖୁର୍ଦ୍ଧା, ପଶ୍ଚିମବଙ୍ଗ — [1257, 933, 1492, 944]
jilla-author: –ନରେନ୍ଦ୍ର ଚନ୍ଦ୍ର ପଟ୍ଟନାୟକ — [206, 537, 320, 548]
answer-cell: 9 — [1355, 2207, 1376, 2220]
sudoku-cell[interactable] — [1390, 1803, 1423, 1831]
sudoku-cell[interactable]: 7 — [1157, 1746, 1190, 1774]
sudoku-cell[interactable] — [1357, 2030, 1390, 2058]
answer-cell — [1313, 2234, 1334, 2247]
sudoku-cell[interactable] — [1190, 1945, 1223, 1973]
answer-cell: A — [1313, 2167, 1334, 2180]
sudoku-cell[interactable] — [1190, 2030, 1223, 2058]
ajira-header — [1130, 8, 1492, 72]
sudoku-cell[interactable] — [1224, 1746, 1257, 1774]
sudoku-cell[interactable]: 1 — [1424, 1888, 1457, 1916]
sudoku-cell[interactable]: 3 — [1324, 2030, 1357, 2058]
print-mark — [718, 2300, 732, 2314]
sudoku-cell[interactable]: B — [1290, 1746, 1323, 1774]
main-email: aakar.patel@me.com — [950, 962, 1080, 975]
sudoku-answer-label: ଗତକାଲିର ଉତ୍ତର — [1345, 2254, 1427, 2267]
answer-cell — [1376, 2180, 1397, 2193]
sudoku-cell[interactable] — [1224, 1860, 1257, 1888]
jilla-body — [8, 397, 320, 550]
contact-email-2[interactable]: E-mail:advt@dharitri.com — [1231, 1491, 1391, 1504]
pachisa-title-box — [8, 814, 320, 872]
answer-cell — [1440, 2087, 1461, 2100]
page-number: 23 — [1475, 2298, 1488, 2309]
sudoku-cell[interactable]: 8 — [1190, 1916, 1223, 1944]
answer-cell — [1440, 2154, 1461, 2167]
answer-cell: 2 — [1419, 2140, 1440, 2153]
answer-cell — [1461, 2234, 1482, 2247]
answer-cell — [1461, 2194, 1482, 2207]
answer-cell — [1313, 2140, 1334, 2153]
answer-cell — [1334, 2127, 1355, 2140]
sahasini-body-continued: ଶ୍ୱ କିଛିନ, ବିଶ୍ୱଜନିନ ଅଞ୍ଚଳରେ ଖବର ସଂଗ୍ରହ କରୁଥିବା ସାମ୍ବାଦିକଙ୍କ ଭିତରେ ମାଳିନୀ ସୁବ୍ରମଣ୍ୟମ୍ ଏକ ଉଲ୍ଲେଖନୀୟ ନାମ। ଛତିଶଗଡ଼ର ବସ୍ତର ଅଞ୍ଚଳରେ ମାଓବାଦୀ ହିଂସା ଓ ପୋଲିସ ଅତ୍ୟାଚାର ବିଷୟରେ ସେ ନିର୍ଭୀକ ଭାବେ ରିପୋର୍ଟ କରିଆସିଛନ୍ତି। ଆଦିବାସୀଙ୍କ ଉପରେ ହେଉଥିବା ମାନବାଧିକାର ଉଲ୍ଲଂଘନକୁ ସେ ଦେଶ ଆଗରେ ଉନ୍ମୋଚିତ କରିଛନ୍ତି। ଏଥିପାଇଁ ତାଙ୍କୁ ବହୁ ଧମକ ଓ ଆକ୍ରମଣର ସମ୍ମୁଖୀନ ହେବାକୁ ପଡ଼ିଛି। ୨୦୧୬ ଫେବ୍ରୁଆରୀରେ ତାଙ୍କ ଘର ଉପରେ ଆକ୍ରମଣ ହୋଇଥିଲା ଏବଂ ସେ ଜଗଦଲପୁର ଛାଡ଼ିବାକୁ ବାଧ୍ୟ ହୋଇଥିଲେ। ତଥାପି ସେ ନିଜ କାମରୁ ପଛଘୁଞ୍ଚା ଦେଇନାହାନ୍ତି। ତାଙ୍କ ସାହସିକତା ପାଇଁ ଆନ୍ତର୍ଜାତୀୟ ପ୍ରେସ ସ୍ୱାଧୀନତା ପୁରସ୍କାର ପ୍ରଦାନ କରାଯାଇଛି। କମିଟି ଟୁ ପ୍ରୋଟେକ୍ଟ ଜର୍ଣ୍ଣାଲିଷ୍ଟସ୍ ତାଙ୍କୁ ଏହି ସମ୍ମାନ ଦେଇଛି। ସେ କହନ୍ତି ଯେ ସତ୍ୟ କହିବା ସାମ୍ବାଦିକର ପ୍ରଥମ ଦାୟିତ୍ୱ। ଅବହେଳିତ ଲୋକଙ୍କ ସ୍ୱରକୁ ମୁଖ୍ୟଧାରାକୁ ଆଣିବା ହିଁ ତାଙ୍କ ଲକ୍ଷ୍ୟ। ସଂଘର୍ଷପୂର୍ଣ୍ଣ ଅଞ୍ଚଳରେ ମହିଳା ସାମ୍ବାଦିକ ଭାବେ କାମ କରିବା ସହଜ ନୁହେଁ। ମାଳିନୀ ସେହି କଠିନ ରାସ୍ତାକୁ ବାଛି ଅନେକଙ୍କ ପାଇଁ ପ୍ରେରଣା ପାଲଟିଛନ୍ତି। ତାଙ୍କ ରିପୋର୍ଟ ଯୋଗୁ ଅନେକ ନିରୀହ ଆଦିବାସୀ ନ୍ୟାୟ ପାଇଛନ୍ତି। ସେ ଏବେ ମଧ୍ୟ ସ୍ୱାଧୀନ ସାମ୍ବାଦିକ ଭାବେ ଲେଖାଲେଖି ଜାରି ରଖିଛନ୍ତି। — [340, 2011, 650, 2218]
sudoku-cell[interactable] — [1290, 1803, 1323, 1831]
sudoku-cell[interactable]: E — [1324, 2001, 1357, 2029]
pachisa-title — [18, 819, 188, 867]
sudoku-cell[interactable]: D — [1424, 1803, 1457, 1831]
answer-cell — [1292, 2114, 1313, 2127]
sudoku-cell[interactable] — [1424, 1945, 1457, 1973]
answer-cell — [1419, 2087, 1440, 2100]
sudoku-cell[interactable] — [1157, 1831, 1190, 1859]
contact-intro: ପାଠକ ଶ୍ରେଷ୍ଠ ବିଚାରକ ସ୍ତମ୍ଭ ପାଇଁ ଚିଠି ପଠାଇବାର ଠିକଣା: — [1179, 1406, 1443, 1419]
answer-cell: 7 — [1292, 2100, 1313, 2113]
sudoku-cell[interactable] — [1224, 2001, 1257, 2029]
sudoku-cell[interactable] — [1290, 2001, 1323, 2029]
answer-cell — [1355, 2180, 1376, 2193]
